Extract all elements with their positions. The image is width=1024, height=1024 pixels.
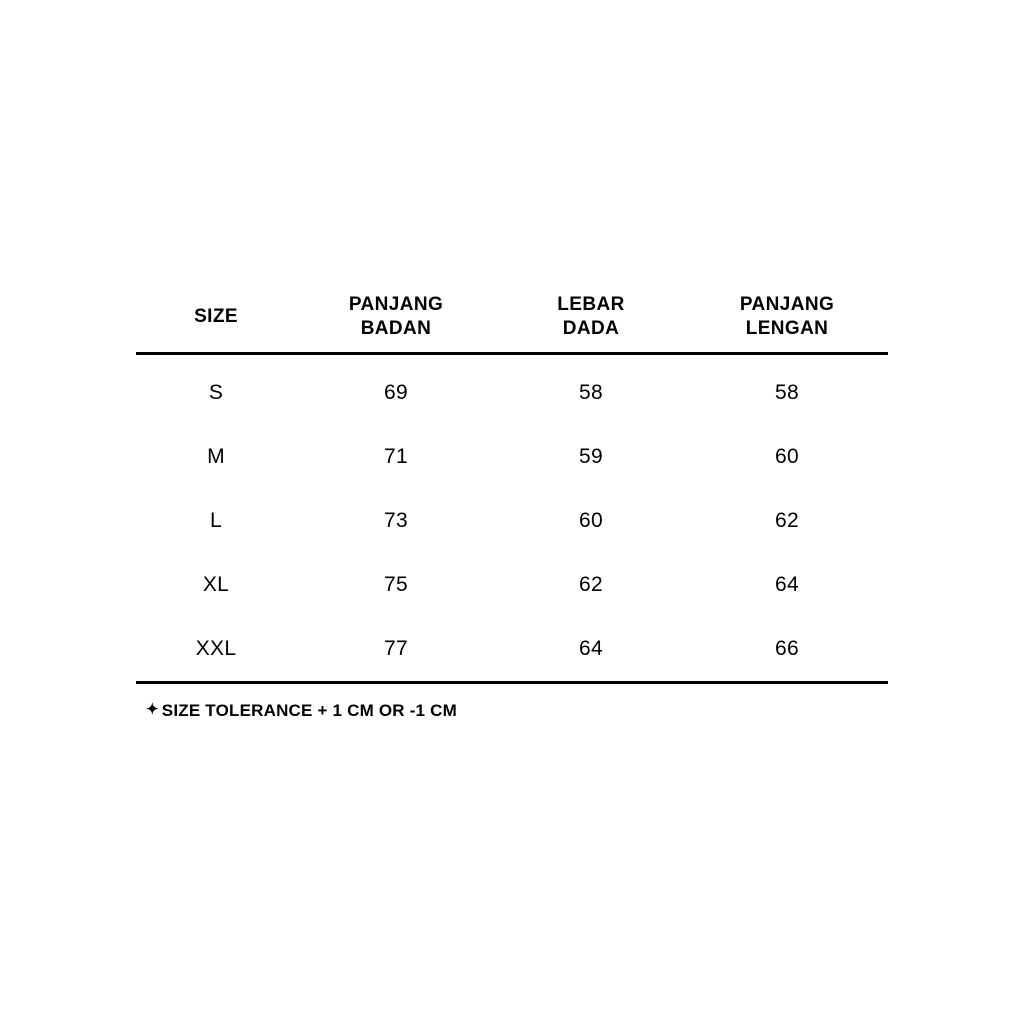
cell-size: XL: [202, 573, 230, 596]
column-header-lebar-dada-line1: LEBAR: [557, 293, 625, 315]
column-header-panjang-badan-line2: BADAN: [360, 318, 432, 339]
cell-panjang-badan: 73: [384, 509, 408, 532]
cell-panjang-lengan: 66: [775, 637, 799, 660]
cell-size: S: [208, 381, 224, 404]
table-row: [136, 553, 888, 617]
cell-lebar-dada: 62: [579, 573, 603, 596]
column-header-lebar-dada: [496, 282, 686, 354]
column-header-size-line1: SIZE: [194, 305, 238, 327]
cell-size: L: [210, 509, 222, 532]
cell-panjang-lengan: 62: [775, 509, 799, 532]
table-row: [136, 617, 888, 683]
size-tolerance-note: [146, 700, 457, 721]
cell-size: XXL: [195, 637, 237, 660]
cell-lebar-dada: 64: [579, 637, 603, 660]
column-header-panjang-badan: [296, 282, 496, 354]
size-tolerance-text: SIZE TOLERANCE + 1 CM OR -1 CM: [161, 701, 457, 720]
cell-panjang-badan: 69: [384, 381, 408, 404]
cell-size: M: [207, 445, 225, 468]
cell-lebar-dada: 59: [579, 445, 603, 468]
column-header-panjang-badan-line1: PANJANG: [348, 293, 444, 315]
asterisk-icon: ✦: [146, 701, 159, 718]
table-row: [136, 489, 888, 553]
column-header-size: [136, 282, 296, 354]
cell-lebar-dada: 58: [579, 381, 603, 404]
column-header-panjang-lengan-line1: PANJANG: [739, 293, 835, 315]
column-header-panjang-lengan: [686, 282, 888, 354]
header-row: [136, 282, 888, 354]
cell-lebar-dada: 60: [579, 509, 603, 532]
table-header: [136, 282, 888, 354]
cell-panjang-badan: 77: [384, 637, 408, 660]
size-table: [136, 282, 888, 684]
table-row: [136, 354, 888, 426]
column-header-panjang-lengan-line2: LENGAN: [745, 318, 829, 339]
cell-panjang-lengan: 60: [775, 445, 799, 468]
size-chart: [136, 282, 888, 684]
cell-panjang-lengan: 58: [775, 381, 799, 404]
cell-panjang-badan: 75: [384, 573, 408, 596]
table-body: [136, 354, 888, 683]
table-row: [136, 425, 888, 489]
column-header-lebar-dada-line2: DADA: [562, 318, 620, 339]
cell-panjang-lengan: 64: [775, 573, 799, 596]
cell-panjang-badan: 71: [384, 445, 408, 468]
